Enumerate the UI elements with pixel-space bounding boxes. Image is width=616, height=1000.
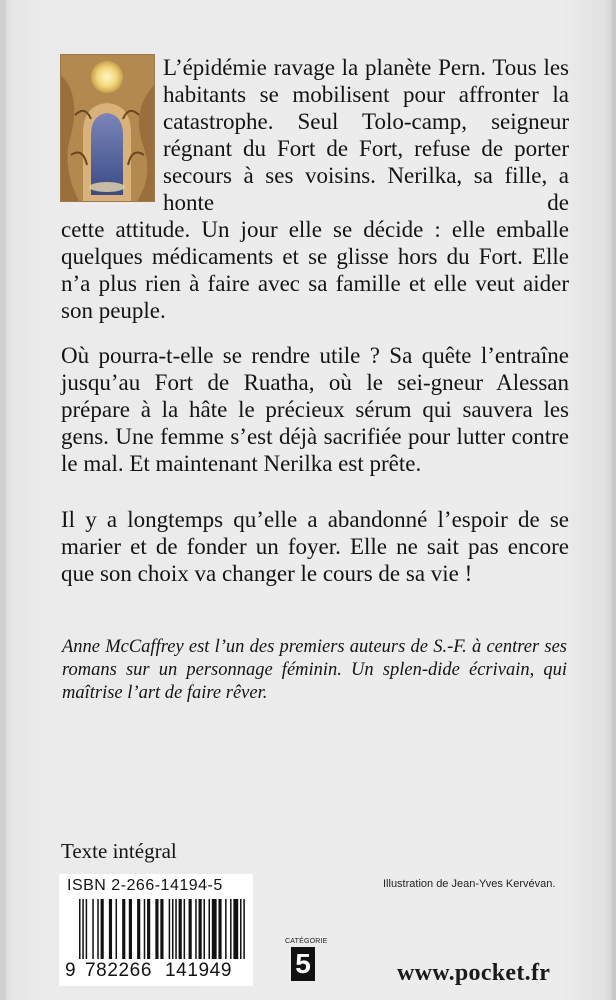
barcode-bar <box>147 899 150 959</box>
barcode-bar <box>204 899 206 959</box>
barcode-bar <box>137 899 140 959</box>
barcode-bar <box>97 899 99 959</box>
website-link[interactable]: www.pocket.fr <box>397 960 551 986</box>
barcode-bar <box>184 899 186 959</box>
barcode-bar <box>212 899 217 959</box>
barcode-bar <box>144 899 146 959</box>
fantasy-illustration-icon <box>60 54 155 202</box>
barcode-block <box>59 874 253 986</box>
barcode-bar <box>175 899 177 959</box>
barcode-bar <box>86 899 88 959</box>
edition-label: Texte intégral <box>61 839 177 863</box>
ean-group-1: 782266 <box>85 960 153 981</box>
category-box <box>285 938 328 981</box>
barcode-bar <box>101 899 104 959</box>
isbn-number: ISBN 2-266-14194-5 <box>67 877 223 894</box>
barcode-bar <box>199 899 202 959</box>
cover-edge-right <box>612 0 616 1000</box>
barcode-bar <box>208 899 210 959</box>
blurb-paragraph-3: Il y a longtemps qu’elle a abandonné l’espoir de se marier et de fonder un foyer. Elle ne sait pas encore que son choix va changer le cours de sa vie ! <box>61 507 569 586</box>
cover-edge-left <box>0 0 6 1000</box>
barcode-bar <box>218 899 221 959</box>
barcode-bar <box>92 899 94 959</box>
blurb-paragraph-2: Où pourra-t-elle se rendre utile ? Sa quête l’entraîne jusqu’au Fort de Ruatha, où le sei-gneur Alessan prépare à la hâte le précieux sérum qui sauvera les gens. Une femme s’est déjà sacrifiée pour lutter contre le mal. Et maintenant Nerilka est prête. <box>61 343 569 476</box>
category-label: CATÉGORIE <box>285 938 328 945</box>
barcode-bar <box>179 899 182 959</box>
barcode-bar <box>116 899 118 959</box>
barcode-bar <box>195 899 197 959</box>
barcode-bars <box>79 899 245 959</box>
ean-group-2: 141949 <box>165 960 233 981</box>
barcode-bar <box>225 899 227 959</box>
barcode-bar <box>82 899 84 959</box>
blurb-paragraph-1-continued: cette attitude. Un jour elle se décide : elle emballe quelques médicaments et se glisse hors du Fort. Elle n’a plus rien à faire avec sa famille et elle veut aider son peuple. <box>61 217 569 323</box>
illustration-credit: Illustration de Jean-Yves Kervévan. <box>383 878 556 890</box>
barcode-bar <box>243 899 245 959</box>
barcode-bar <box>172 899 174 959</box>
barcode-bar <box>79 899 81 959</box>
barcode-bar <box>122 899 125 959</box>
blurb-paragraph-1-wrapped: L’épidémie ravage la planète Pern. Tous les habitants se mobilisent pour affronter la catastrophe. Seul Tolo-camp, seigneur régnant du Fort de Fort, refuse de porter secours à ses voisins. Nerilka, sa fille, a honte de <box>163 55 569 215</box>
ean-first-digit: 9 <box>65 960 77 981</box>
barcode-bar <box>169 899 171 959</box>
barcode-bar <box>160 899 163 959</box>
barcode-bar <box>129 899 132 959</box>
barcode-bar <box>155 899 158 959</box>
barcode-bar <box>189 899 192 959</box>
barcode-bar <box>109 899 112 959</box>
category-value: 5 <box>291 947 315 981</box>
barcode-bar <box>240 899 242 959</box>
barcode-bar <box>233 899 238 959</box>
barcode-bar <box>230 899 232 959</box>
author-note: Anne McCaffrey est l’un des premiers auteurs de S.-F. à centrer ses romans sur un personnage féminin. Un splen-dide écrivain, qui maîtrise l’art de faire rêver. <box>62 637 567 703</box>
